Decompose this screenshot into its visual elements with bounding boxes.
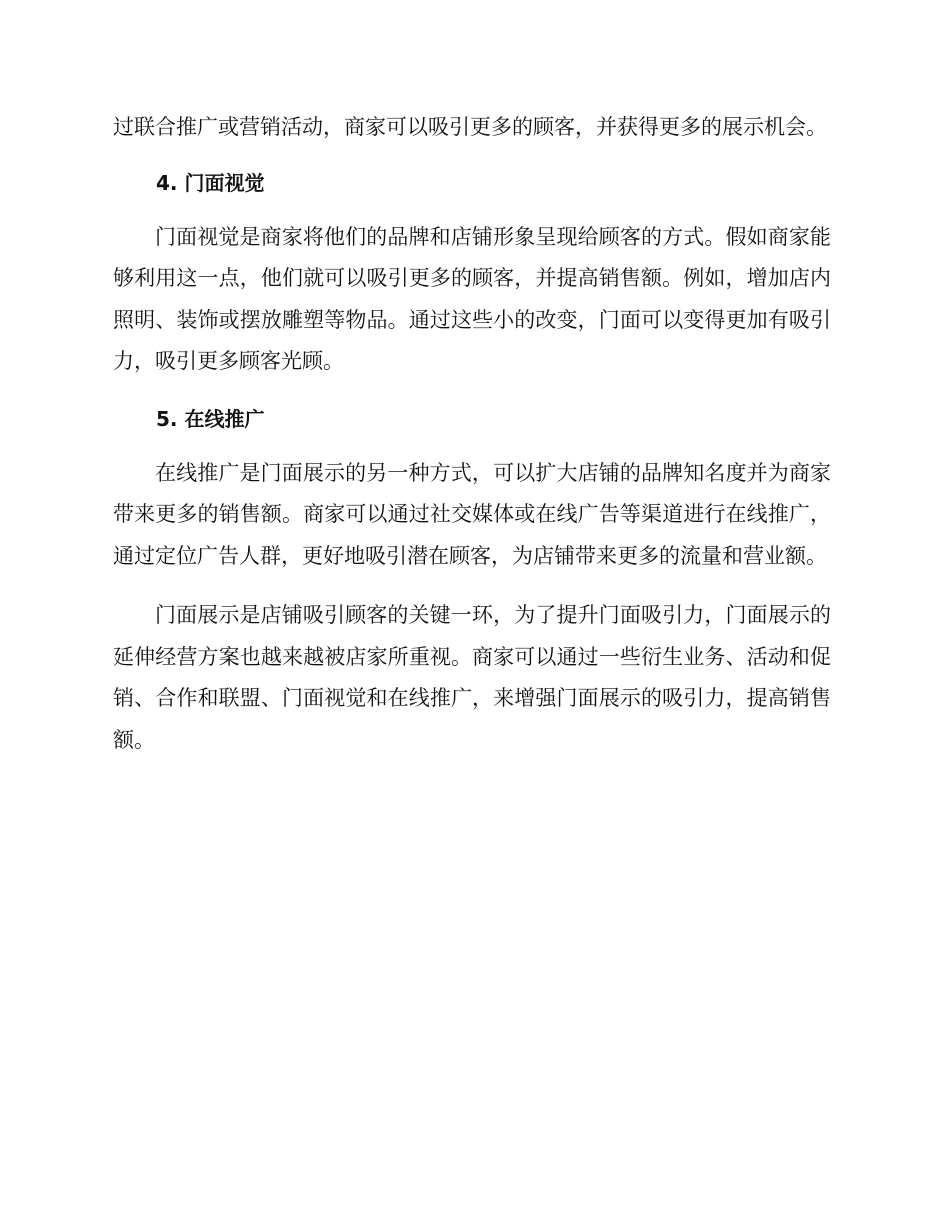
spacer bbox=[113, 577, 831, 595]
spacer bbox=[113, 439, 831, 453]
section-heading-4: 4. 门面视觉 bbox=[156, 170, 265, 195]
paragraph-continued: 过联合推广或营销活动，商家可以吸引更多的顾客，并获得更多的展示机会。 bbox=[113, 115, 827, 139]
paragraph-storefront-visual: 门面视觉是商家将他们的品牌和店铺形象呈现给顾客的方式。假如商家能够利用这一点，他们就可以吸引更多的顾客，并提高销售额。例如，增加店内照明、装饰或摆放雕塑等物品。通过这些小的改变，门面可以变得更加有吸引力，吸引更多顾客光顾。 bbox=[113, 224, 831, 373]
spacer bbox=[113, 203, 831, 217]
document-page bbox=[113, 107, 831, 761]
paragraph-conclusion: 门面展示是店铺吸引顾客的关键一环，为了提升门面吸引力，门面展示的延伸经营方案也越来越被店家所重视。商家可以通过一些衍生业务、活动和促销、合作和联盟、门面视觉和在线推广，来增强门面展示的吸引力，提高销售额。 bbox=[113, 603, 831, 752]
spacer bbox=[113, 149, 831, 163]
section-heading-5: 5. 在线推广 bbox=[156, 406, 265, 431]
paragraph-online-promotion: 在线推广是门面展示的另一种方式，可以扩大店铺的品牌知名度并为商家带来更多的销售额。商家可以通过社交媒体或在线广告等渠道进行在线推广，通过定位广告人群，更好地吸引潜在顾客，为店铺带来更多的流量和营业额。 bbox=[113, 460, 831, 568]
spacer bbox=[113, 383, 831, 399]
